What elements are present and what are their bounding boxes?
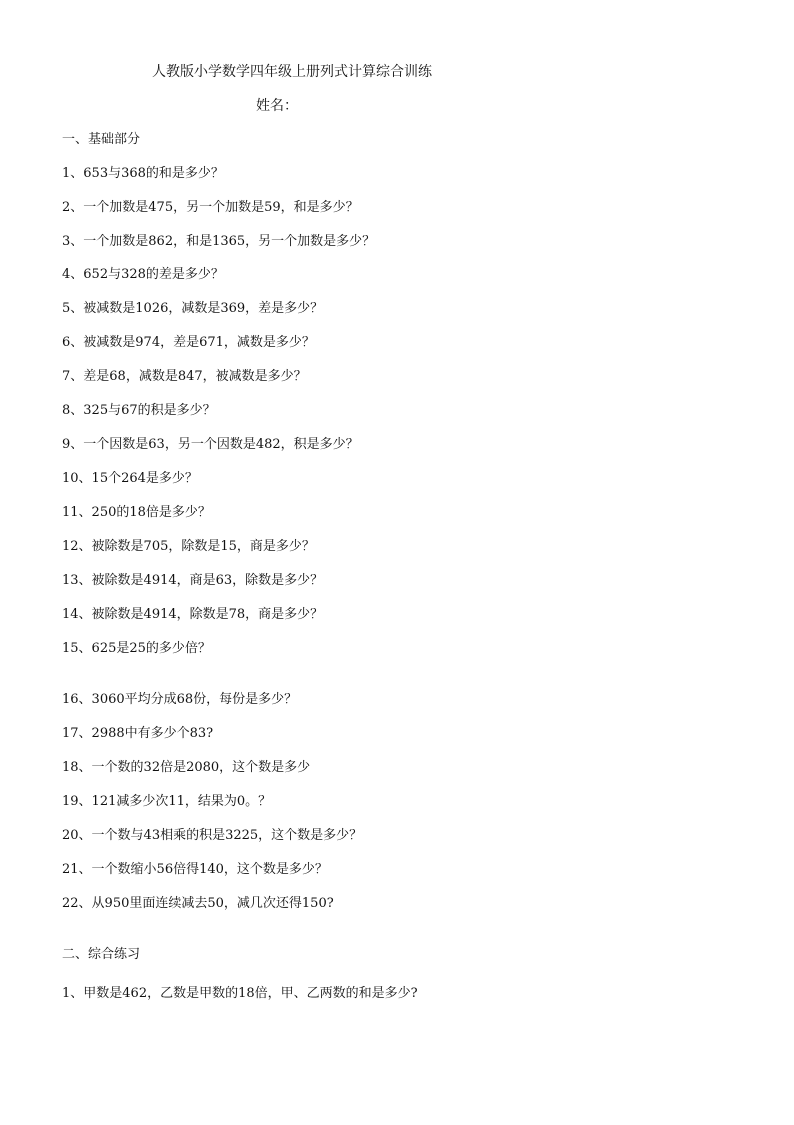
question-9: 9、一个因数是63，另一个因数是482，积是多少？ xyxy=(62,437,359,452)
question-7: 7、差是68，减数是847，被减数是多少？ xyxy=(62,369,307,384)
question-13: 13、被除数是4914，商是63，除数是多少？ xyxy=(62,573,324,588)
question-2: 2、一个加数是475，另一个加数是59，和是多少？ xyxy=(62,200,359,215)
question-12: 12、被除数是705，除数是15，商是多少？ xyxy=(62,539,315,554)
question-20: 20、一个数与43相乘的积是3225，这个数是多少？ xyxy=(62,828,363,843)
question-18: 18、一个数的32倍是2080，这个数是多少 xyxy=(62,760,311,775)
name-label: 姓名： xyxy=(256,98,298,114)
question-4: 4、652与328的差是多少？ xyxy=(62,267,224,282)
section-heading-basic: 一、基础部分 xyxy=(62,132,141,147)
question-17: 17、2988中有多少个83? xyxy=(62,726,214,741)
question-21: 21、一个数缩小56倍得140，这个数是多少？ xyxy=(62,862,328,877)
question-19: 19、121减多少次11，结果为0。？ xyxy=(62,794,272,809)
question-1: 1、653与368的和是多少？ xyxy=(62,166,224,181)
question-6: 6、被减数是974，差是671，减数是多少？ xyxy=(62,335,315,350)
comprehensive-question-1: 1、甲数是462，乙数是甲数的18倍，甲、乙两数的和是多少? xyxy=(62,986,418,1001)
section-heading-comprehensive: 二、综合练习 xyxy=(62,947,141,962)
question-11: 11、250的18倍是多少？ xyxy=(62,505,211,520)
question-15: 15、625是25的多少倍？ xyxy=(62,641,211,656)
question-5: 5、被减数是1026，减数是369，差是多少？ xyxy=(62,301,324,316)
question-14: 14、被除数是4914，除数是78，商是多少？ xyxy=(62,607,324,622)
question-22: 22、从950里面连续减去50，减几次还得150? xyxy=(62,896,334,911)
question-3: 3、一个加数是862，和是1365，另一个加数是多少？ xyxy=(62,234,376,249)
question-16: 16、3060平均分成68份，每份是多少？ xyxy=(62,692,298,707)
worksheet-title: 人教版小学数学四年级上册列式计算综合训练 xyxy=(152,64,432,80)
question-10: 10、15个264是多少？ xyxy=(62,471,198,486)
question-8: 8、325与67的积是多少？ xyxy=(62,403,216,418)
